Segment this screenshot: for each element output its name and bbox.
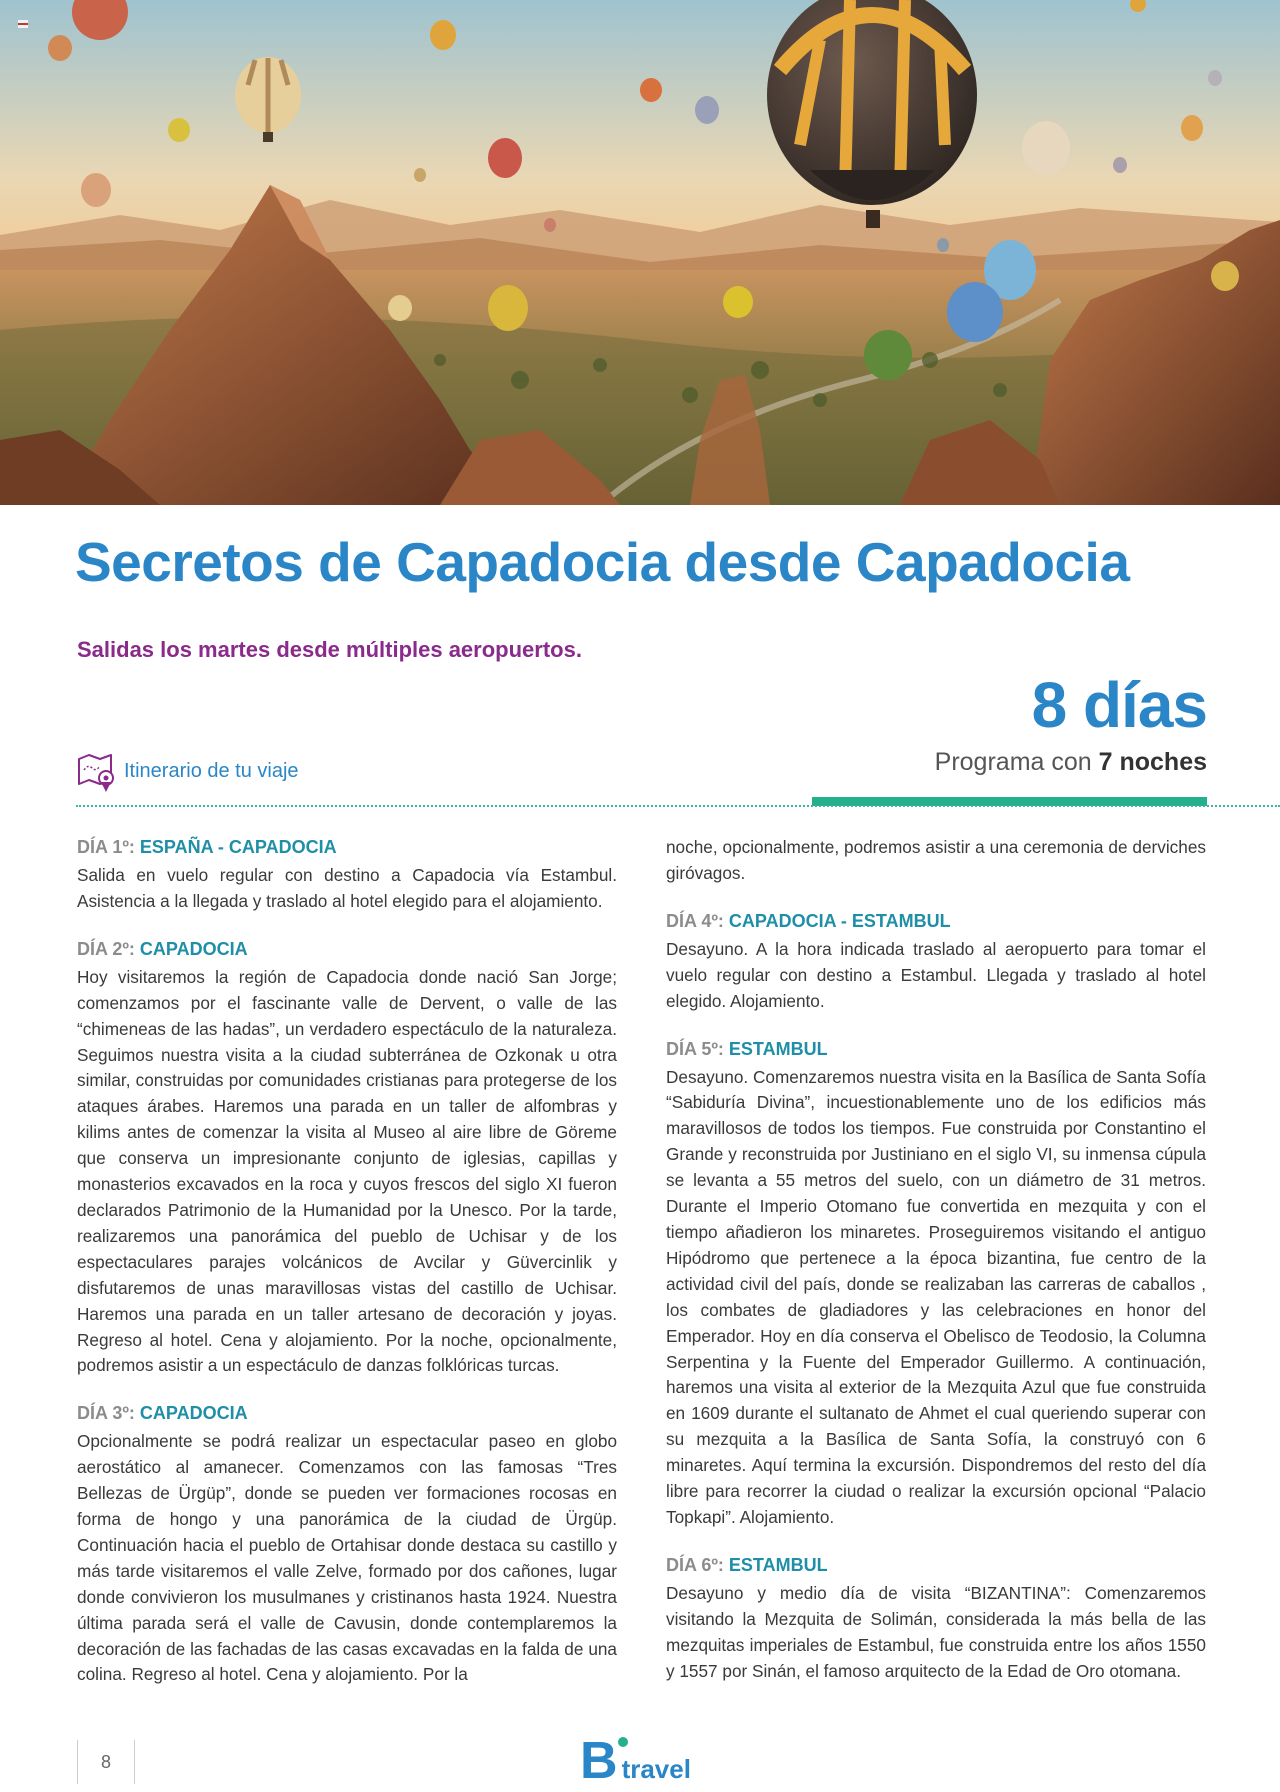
logo-letter-text: B <box>580 1732 618 1790</box>
b-travel-logo <box>580 1732 691 1790</box>
day-heading <box>77 835 617 859</box>
day-text: Desayuno. Comenzaremos nuestra visita en la Basílica de Santa Sofía “Sabiduría Divina”, incuestionablemente uno de los edificios más maravillosos de todos los tiempos. Fue construida por Constantino el Grande y reconstruida por Justiniano en el siglo VI, su inmensa cúpula se levanta a 55 metros del suelo, con un diámetro de 31 metros. Durante el Imperio Otomano fue convertida en mezquita y con el tiempo añadieron los minaretes. Proseguiremos visitando el antiguo Hipódromo que pertenece a la época bizantina, fue centro de la actividad civil del país, donde se realizaban las carreras de caballos , los combates de gladiadores y las celebraciones en honor del Emperador. Hoy en día conserva el Obelisco de Teodosio, la Columna Serpentina y la Fuente del Emperador Guillermo. A continuación, haremos una visita al exterior de la Mezquita Azul que fue construida en 1609 durante el sultanato de Ahmet el cual queriendo superar con su mezquita a la Basílica de Santa Sofía, la construyó con 6 minaretes. Aquí termina la excursión. Dispondremos del resto del día libre para recorrer la ciudad o realizar la excursión opcional “Palacio Topkapi”. Alojamiento. <box>666 1066 1206 1527</box>
day-heading <box>666 909 1206 933</box>
day-number: DÍA 1º: <box>77 837 140 857</box>
day-place: CAPADOCIA <box>139 1403 248 1424</box>
itinerary-label: Itinerario de tu viaje <box>124 759 299 782</box>
day-2 <box>77 937 617 1380</box>
program-nights-count: 7 noches <box>1098 748 1207 776</box>
day-4 <box>666 909 1206 1015</box>
day-text: Desayuno. A la hora indicada traslado al aeropuerto para tomar el vuelo regular con destino a Estambul. Llegada y traslado al hotel elegido. Alojamiento. <box>666 938 1206 1011</box>
day-heading <box>666 1037 1206 1061</box>
page-title: Secretos de Capadocia desde Capadocia <box>75 531 1130 593</box>
day-text: Hoy visitaremos la región de Capadocia donde nació San Jorge; comenzamos por el fascinante valle de Dervent, o valle de las “chimeneas de las hadas”, un verdadero espectáculo de la naturaleza. Seguimos nuestra visita a la ciudad subterránea de Ozkonak u otra similar, construidas por comunidades cristianas para protegerse de los ataques árabes. Haremos una parada en un taller de alfombras y kilims antes de comenzar la visita al Museo al aire libre de Göreme que conserva un impresionante conjunto de iglesias, capillas y monasterios excavados en la roca y cuyos frescos del siglo XI fueron declarados Patrimonio de la Humanidad por la Unesco. Por la tarde, realizaremos una panorámica del pueblo de Uchisar y de los espectaculares parajes volcánicos de Avcilar y Güvercinlik y disfutaremos de unas maravillosas vistas del castillo de Uchisar. Haremos una parada en un taller artesano de decoración y joyas. Regreso al hotel. Cena y alojamiento. Por la noche, opcionalmente, podremos asistir a un espectáculo de danzas folklóricas turcas. <box>77 966 617 1376</box>
day-number: DÍA 3º: <box>77 1403 140 1424</box>
day-text: Salida en vuelo regular con destino a Capadocia vía Estambul. Asistencia a la llegada y traslado al hotel elegido para el alojamiento. <box>77 865 617 911</box>
dotted-divider <box>76 805 1280 807</box>
day-place: CAPADOCIA <box>139 938 248 959</box>
logo-dot <box>618 1737 628 1747</box>
logo-word: travel <box>621 1754 691 1784</box>
day-number: DÍA 4º: <box>666 910 729 931</box>
day-text: Desayuno y medio día de visita “BIZANTINA”: Comenzaremos visitando la Mezquita de Solimán, considerada la más bella de las mezquitas imperiales de Estambul, fue construida entre los años 1550 y 1557 por Sinán, el famoso arquitecto de la Edad de Oro otomana. <box>666 1582 1206 1681</box>
day-heading <box>77 1401 617 1425</box>
day-6 <box>666 1553 1206 1685</box>
day-text: noche, opcionalmente, podremos asistir a una ceremonia de derviches giróvagos. <box>666 837 1206 883</box>
day-number: DÍA 5º: <box>666 1038 729 1059</box>
day-text: Opcionalmente se podrá realizar un espectacular paseo en globo aerostático al amanecer. Comenzamos con las famosas “Tres Bellezas de Ürgüp”, donde se pueden ver formaciones rocosas en forma de hongo y una panorámica de la ciudad de Ürgüp. Continuación hacia el pueblo de Ortahisar donde destaca su castillo y más tarde visitaremos el valle Zelve, formado por dos cañones, lugar donde convivieron los musulmanes y cristinanos hasta 1924. Nuestra última parada será el valle de Cavusin, donde contemplaremos la decoración de las fachadas de las casas excavadas en la falda de una colina. Regreso al hotel. Cena y alojamiento. Por la <box>77 1431 617 1685</box>
program-nights <box>935 748 1207 777</box>
itinerary-column-left <box>77 835 617 1710</box>
page-number: 8 <box>77 1740 135 1784</box>
day-1 <box>77 835 617 915</box>
departures-subtitle: Salidas los martes desde múltiples aeropuertos. <box>77 637 582 662</box>
day-place: ESTAMBUL <box>728 1554 828 1575</box>
map-pin-icon <box>76 750 118 792</box>
itinerary-column-right <box>666 835 1206 1706</box>
day-heading <box>666 1553 1206 1577</box>
day-heading <box>77 937 617 961</box>
day-3 <box>77 1401 617 1688</box>
day-5 <box>666 1037 1206 1531</box>
logo-letter <box>580 1732 618 1790</box>
day-number: DÍA 6º: <box>666 1554 729 1575</box>
day-place: ESPAÑA - CAPADOCIA <box>139 837 337 857</box>
day-place: ESTAMBUL <box>728 1038 828 1059</box>
hero-photo <box>0 0 1280 505</box>
trip-duration: 8 días <box>1031 669 1207 741</box>
day-3-continued <box>666 835 1206 887</box>
day-place: CAPADOCIA - ESTAMBUL <box>728 910 951 931</box>
day-number: DÍA 2º: <box>77 938 140 959</box>
program-prefix: Programa con <box>934 748 1099 776</box>
itinerary-heading <box>76 750 299 792</box>
